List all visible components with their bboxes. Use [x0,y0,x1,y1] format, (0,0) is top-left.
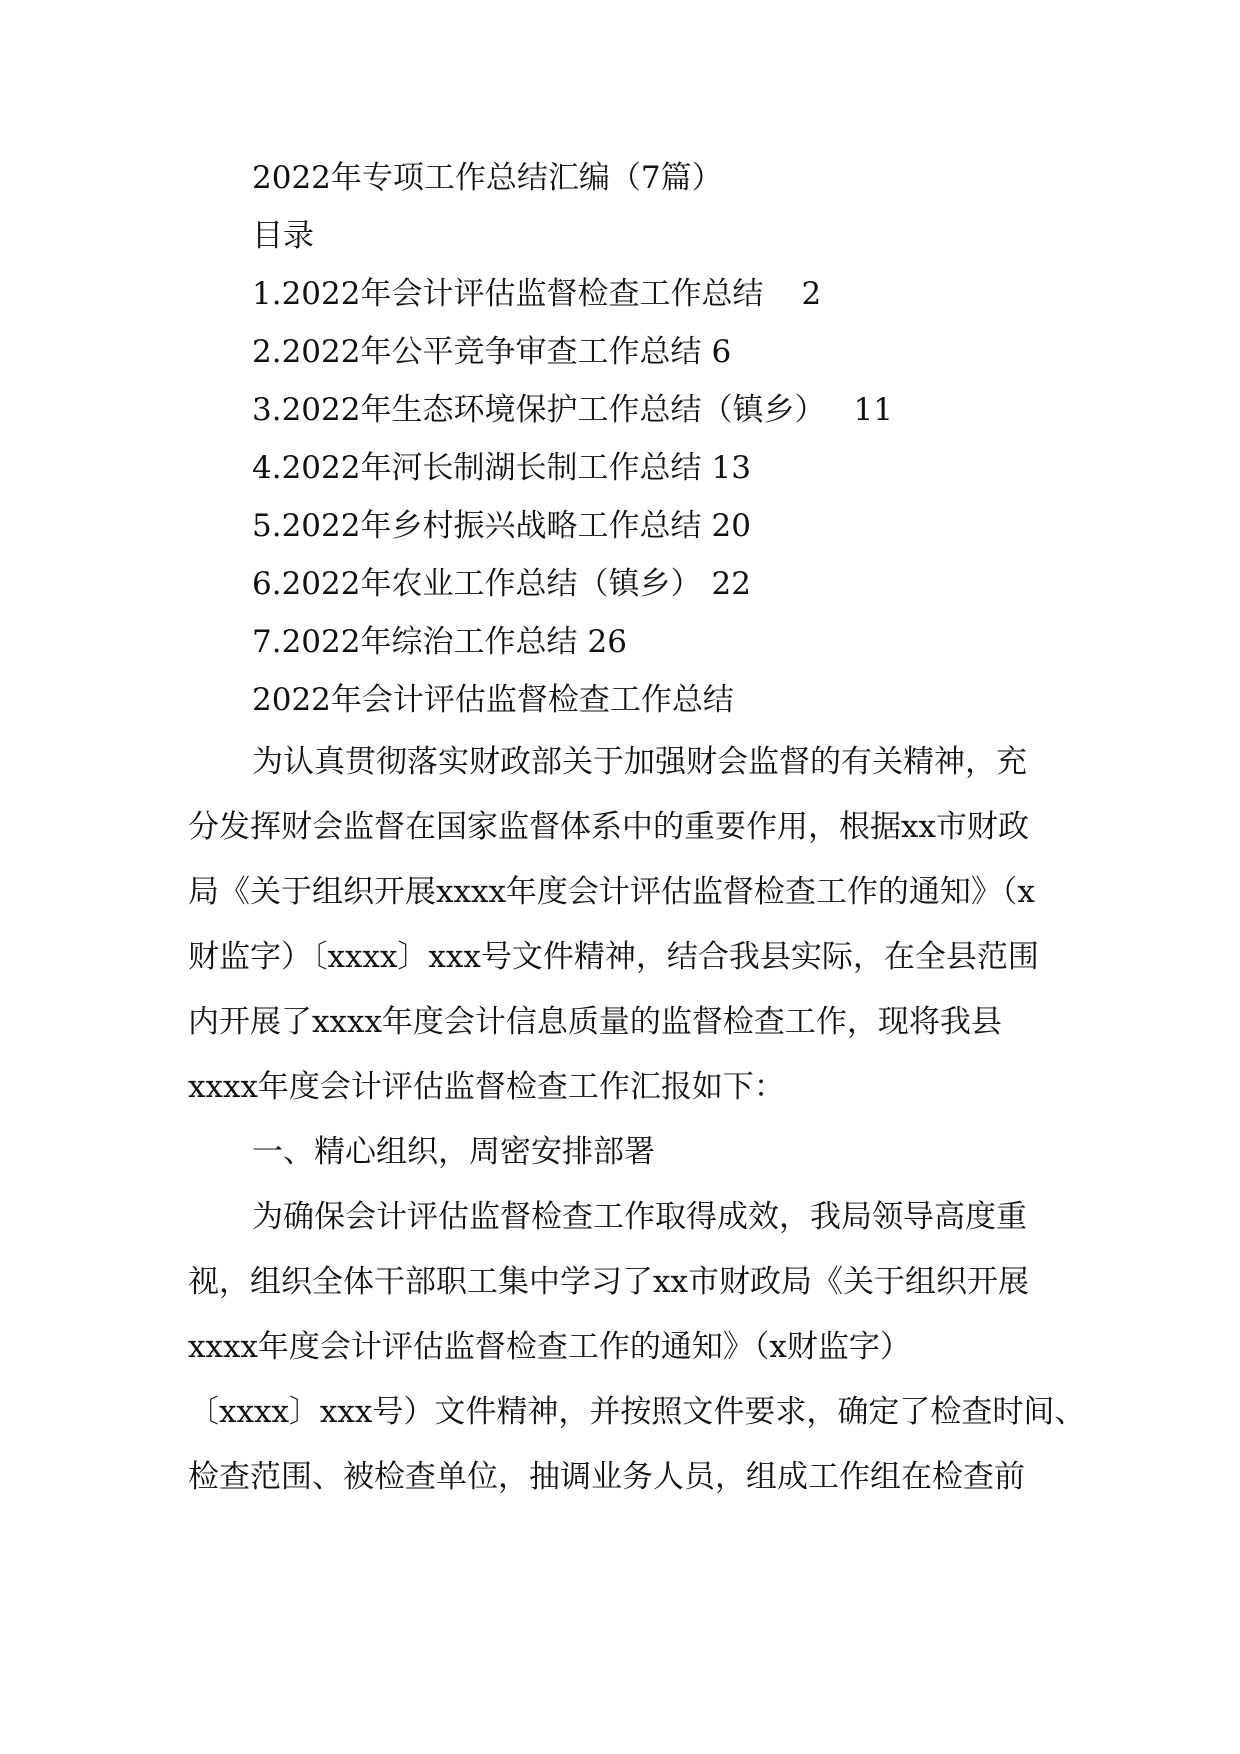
paragraph-line: 检查范围、被检查单位，抽调业务人员，组成工作组在检查前 [188,1459,1025,1495]
section-heading-text: 一、精心组织，周密安排部署 [252,1134,655,1170]
toc-item-label: 3.2022年生态环境保护工作总结（镇乡） [252,392,826,428]
toc-item-page: 20 [711,508,751,544]
toc-item-label: 5.2022年乡村振兴战略工作总结 [252,508,702,544]
article-title: 2022年会计评估监督检查工作总结 [252,682,734,718]
toc-item-page: 2 [801,276,822,312]
document-title: 2022年专项工作总结汇编（7篇） [252,160,723,196]
toc-item[interactable] [252,622,627,662]
toc-item-page: 6 [711,334,732,370]
toc-item[interactable] [252,448,751,488]
paragraph-line: 局《关于组织开展xxxx年度会计评估监督检查工作的通知》（x [188,874,1035,910]
paragraph-line: 为确保会计评估监督检查工作取得成效，我局领导高度重 [252,1199,1027,1235]
toc-item-label: 4.2022年河长制湖长制工作总结 [252,450,702,486]
paragraph-line: xxxx年度会计评估监督检查工作汇报如下： [188,1069,785,1105]
toc-item-page: 26 [587,624,627,660]
toc-item-page: 11 [853,392,893,428]
paragraph-line: 财监字）〔xxxx〕xxx号文件精神，结合我县实际，在全县范围 [188,939,1039,975]
toc-item-label: 2.2022年公平竞争审查工作总结 [252,334,702,370]
paragraph-line: xxxx年度会计评估监督检查工作的通知》（x财监字） [188,1329,911,1365]
toc-item-page: 22 [711,566,751,602]
toc-item-page: 13 [711,450,751,486]
toc-item[interactable] [252,564,751,604]
paragraph-line: 分发挥财会监督在国家监督体系中的重要作用，根据xx市财政 [188,809,1029,845]
paragraph-line: 内开展了xxxx年度会计信息质量的监督检查工作，现将我县 [188,1004,1002,1040]
paragraph-line: 视，组织全体干部职工集中学习了xx市财政局《关于组织开展 [188,1264,1029,1300]
section-heading [188,1120,1058,1185]
toc-item[interactable] [252,506,751,546]
paragraph-line: 为认真贯彻落实财政部关于加强财会监督的有关精神，充 [252,744,1027,780]
paragraph [188,1185,1086,1510]
toc-item-label: 6.2022年农业工作总结（镇乡） [252,566,702,602]
toc-heading: 目录 [252,218,314,254]
toc-item[interactable] [252,332,731,372]
toc-item-label: 1.2022年会计评估监督检查工作总结 [252,276,764,312]
paragraph [188,730,1058,1120]
toc-item[interactable] [252,274,821,314]
toc-item-label: 7.2022年综治工作总结 [252,624,578,660]
toc-item[interactable] [252,390,893,430]
paragraph-line: 〔xxxx〕xxx号）文件精神，并按照文件要求，确定了检查时间、 [188,1394,1086,1430]
